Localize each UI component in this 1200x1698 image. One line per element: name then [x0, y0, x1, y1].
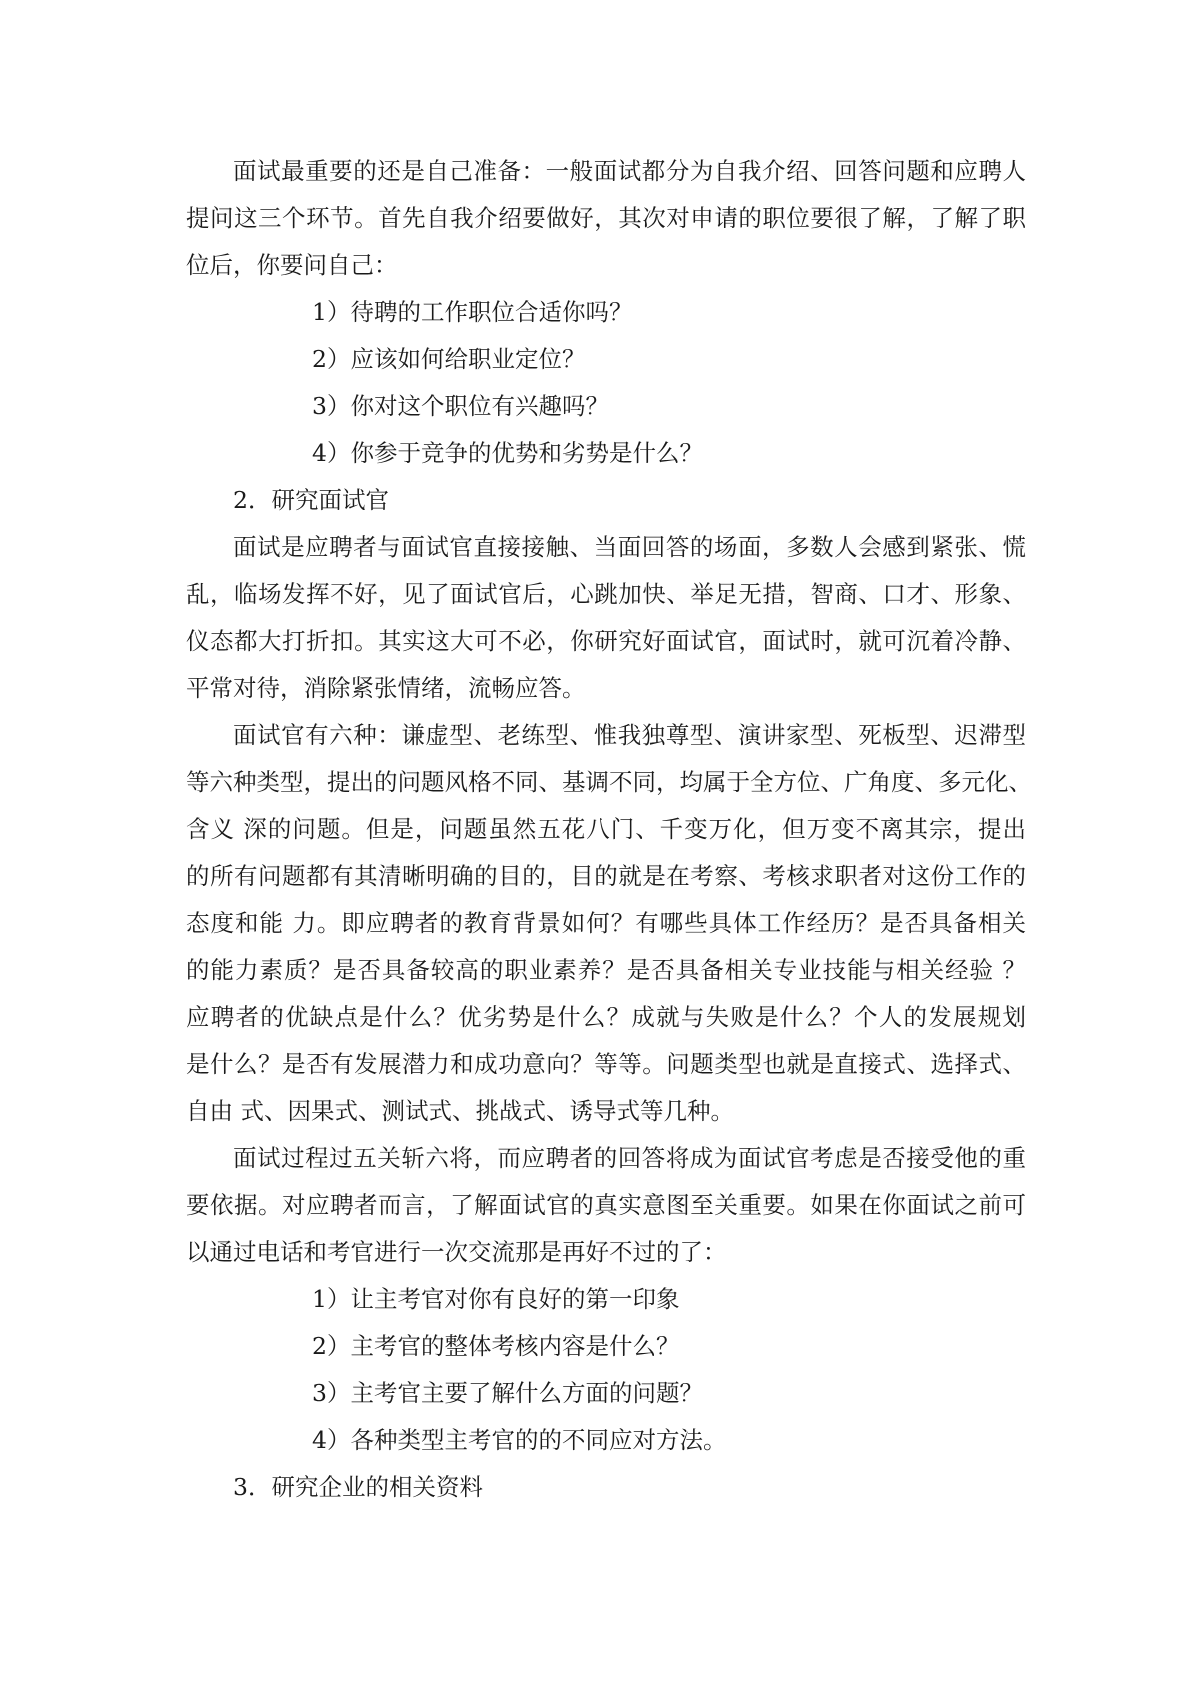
- list-item: 3）主考官主要了解什么方面的问题？: [312, 1379, 703, 1407]
- text-line: 以通过电话和考官进行一次交流那是再好不过的了：: [186, 1238, 727, 1266]
- text-line: 的能力素质？是否具备较高的职业素养？是否具备相关专业技能与相关经验 ？: [186, 956, 1026, 984]
- text-line: 乱，临场发挥不好，见了面试官后，心跳加快、举足无措，智商、口才、形象、: [186, 580, 1026, 608]
- text-line: 的所有问题都有其清晰明确的目的，目的就是在考察、考核求职者对这份工作的: [186, 862, 1026, 890]
- list-item: 2）主考官的整体考核内容是什么？: [312, 1332, 680, 1360]
- text-line: 面试官有六种：谦虚型、老练型、惟我独尊型、演讲家型、死板型、迟滞型: [233, 721, 1026, 749]
- text-line: 应聘者的优缺点是什么？优劣势是什么？成就与失败是什么？个人的发展规划: [186, 1003, 1026, 1031]
- text-line: 态度和能 力。即应聘者的教育背景如何？有哪些具体工作经历？是否具备相关: [186, 909, 1026, 937]
- text-line: 等六种类型，提出的问题风格不同、基调不同，均属于全方位、广角度、多元化、: [186, 768, 1032, 796]
- text-line: 提问这三个环节。首先自我介绍要做好，其次对申请的职位要很了解，了解了职: [186, 204, 1026, 232]
- text-line: 面试过程过五关斩六将，而应聘者的回答将成为面试官考虑是否接受他的重: [233, 1144, 1026, 1172]
- section-heading: 3．研究企业的相关资料: [233, 1473, 483, 1501]
- text-line: 要依据。对应聘者而言，了解面试官的真实意图至关重要。如果在你面试之前可: [186, 1191, 1026, 1219]
- list-item: 3）你对这个职位有兴趣吗？: [312, 392, 609, 420]
- text-line: 是什么？是否有发展潜力和成功意向？等等。问题类型也就是直接式、选择式、: [186, 1050, 1026, 1078]
- text-line: 平常对待，消除紧张情绪，流畅应答。: [186, 674, 586, 702]
- text-line: 仪态都大打折扣。其实这大可不必，你研究好面试官，面试时，就可沉着冷静、: [186, 627, 1026, 655]
- section-heading: 2．研究面试官: [233, 486, 389, 514]
- document-body: [186, 148, 1032, 1511]
- list-item: 4）各种类型主考官的的不同应对方法。: [312, 1426, 727, 1454]
- list-item: 4）你参于竞争的优势和劣势是什么？: [312, 439, 703, 467]
- list-item: 1）让主考官对你有良好的第一印象: [312, 1285, 680, 1313]
- text-line: 面试最重要的还是自己准备：一般面试都分为自我介绍、回答问题和应聘人: [233, 157, 1026, 185]
- text-line: 面试是应聘者与面试官直接接触、当面回答的场面，多数人会感到紧张、慌: [233, 533, 1026, 561]
- text-line: 自由 式、因果式、测试式、挑战式、诱导式等几种。: [186, 1097, 734, 1125]
- text-line: 位后，你要问自己：: [186, 251, 398, 279]
- text-line: 含义 深的问题。但是，问题虽然五花八门、千变万化，但万变不离其宗，提出: [186, 815, 1026, 843]
- list-item: 2）应该如何给职业定位？: [312, 345, 586, 373]
- list-item: 1）待聘的工作职位合适你吗？: [312, 298, 633, 326]
